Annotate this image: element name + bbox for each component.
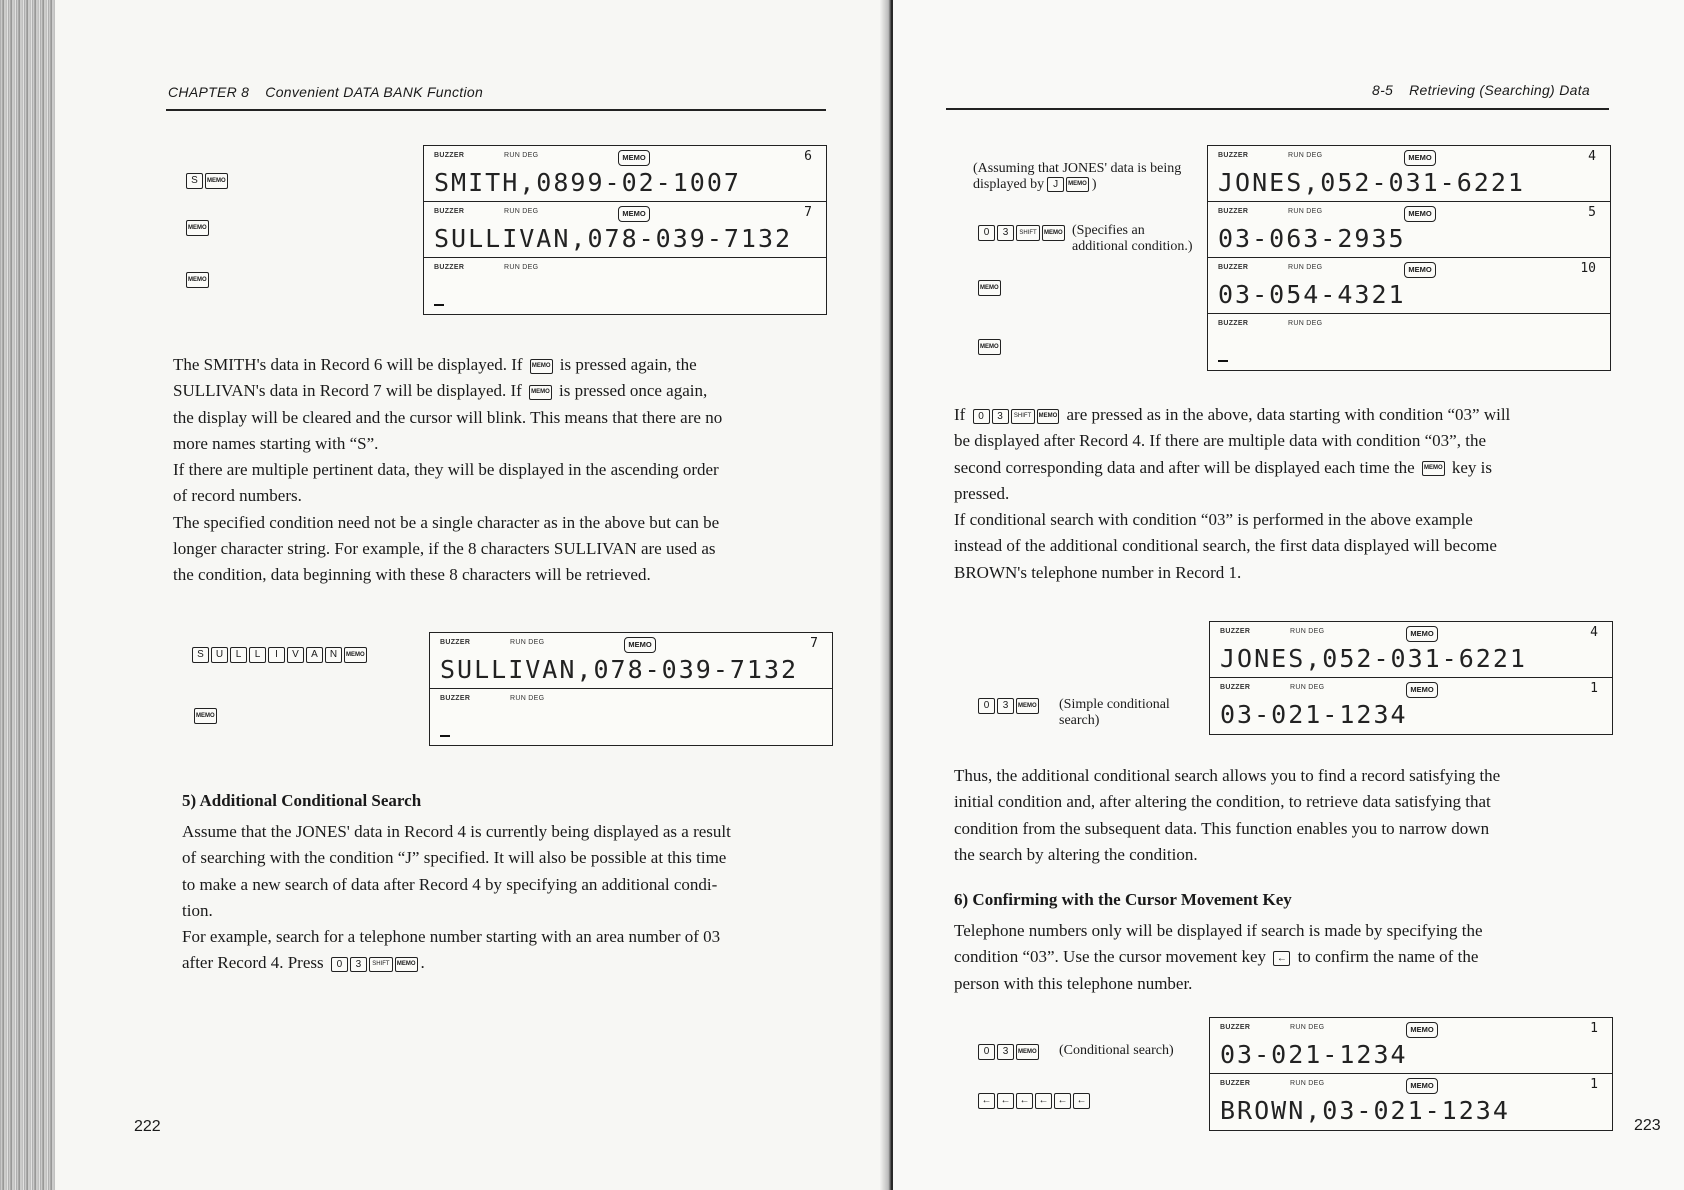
text-line: longer character string. For example, if the 8 characters SULLIVAN are used as — [173, 539, 716, 559]
fig2-display-stack — [429, 632, 833, 746]
record-number: 7 — [810, 636, 818, 651]
memo-indicator: MEMO — [1404, 150, 1436, 166]
key-memo: MEMO — [1016, 1044, 1039, 1060]
key-memo: MEMO — [1042, 225, 1065, 241]
note-text: (Assuming that JONES' data is being displayed by — [973, 161, 1182, 192]
buzzer-indicator: BUZZER — [1218, 152, 1249, 159]
buzzer-indicator: BUZZER — [434, 208, 465, 215]
run-deg-indicator: RUN DEG — [1288, 208, 1323, 215]
buzzer-indicator: BUZZER — [1218, 208, 1249, 215]
key-memo: MEMO — [530, 359, 553, 374]
display-text: 03-054-4321 — [1218, 280, 1406, 309]
section-header — [1372, 82, 1590, 98]
record-number: 1 — [1590, 1077, 1598, 1092]
key-0: 0 — [978, 225, 995, 241]
fig5-keys-row-2 — [978, 1093, 1090, 1109]
text-line: the search by altering the condition. — [954, 844, 1198, 864]
fig2-keys-row-2 — [194, 708, 217, 724]
buzzer-indicator: BUZZER — [1220, 1024, 1251, 1031]
buzzer-indicator: BUZZER — [434, 264, 465, 271]
text-line: of searching with the condition “J” specified. It will also be possible at this time — [182, 848, 727, 868]
fig3-keys-row-3 — [978, 339, 1001, 355]
run-deg-indicator: RUN DEG — [510, 639, 545, 646]
inline-key — [1422, 461, 1445, 476]
lcd-display — [1210, 622, 1612, 678]
run-deg-indicator: RUN DEG — [504, 208, 539, 215]
display-text: SULLIVAN,078-039-7132 — [434, 224, 793, 253]
inline-key — [1273, 951, 1290, 966]
blinking-cursor — [440, 735, 450, 737]
memo-indicator: MEMO — [618, 206, 650, 222]
text-line: be displayed after Record 4. If there are multiple data with condition “03”, the — [954, 431, 1486, 451]
key-l: L — [230, 647, 247, 663]
fig1-keys-row-3 — [186, 272, 209, 288]
buzzer-indicator: BUZZER — [1218, 320, 1249, 327]
text-line: the condition, data beginning with these 8 characters will be retrieved. — [173, 565, 651, 585]
lcd-display — [430, 633, 832, 689]
left-paragraph-1 — [173, 352, 830, 589]
memo-indicator: MEMO — [1406, 682, 1438, 698]
key-0: 0 — [978, 1044, 995, 1060]
key-memo: MEMO — [194, 708, 217, 724]
section-5-body — [182, 819, 839, 977]
text-line — [954, 455, 1609, 481]
lcd-display — [424, 146, 826, 202]
chapter-number: CHAPTER 8 — [168, 84, 250, 100]
chapter-header — [168, 84, 483, 100]
fig4-display-stack — [1209, 621, 1613, 735]
buzzer-indicator: BUZZER — [434, 152, 465, 159]
key-n: N — [325, 647, 342, 663]
inline-key — [530, 359, 553, 374]
section-5-heading: 5) Additional Conditional Search — [182, 791, 422, 810]
text-line: the display will be cleared and the cursor will blink. This means that there are no — [173, 407, 723, 427]
lcd-display — [1210, 678, 1612, 734]
text-span: If — [954, 405, 970, 424]
lcd-display — [1208, 146, 1610, 202]
fig5-keys-row-1 — [978, 1044, 1039, 1060]
key-3: 3 — [997, 225, 1014, 241]
text-line: to make a new search of data after Record 4 by specifying an additional condi- — [182, 874, 718, 894]
text-line: Thus, the additional conditional search allows you to find a record satisfying the — [954, 766, 1501, 785]
run-deg-indicator: RUN DEG — [1290, 684, 1325, 691]
lcd-display — [1208, 258, 1610, 314]
section-6-heading: 6) Confirming with the Cursor Movement Key — [954, 890, 1292, 909]
lcd-display — [424, 202, 826, 258]
buzzer-indicator: BUZZER — [440, 695, 471, 702]
text-line — [173, 378, 830, 404]
run-deg-indicator: RUN DEG — [1288, 264, 1323, 271]
inline-keys — [973, 409, 1060, 424]
text-span: The SMITH's data in Record 6 will be displayed. If — [173, 355, 527, 374]
record-number: 10 — [1580, 261, 1596, 276]
binding-edge — [0, 0, 55, 1190]
text-line: Telephone numbers only will be displayed if search is made by specifying the — [954, 921, 1483, 940]
key-memo: MEMO — [395, 957, 418, 972]
text-span: SULLIVAN's data in Record 7 will be displayed. If — [173, 381, 527, 401]
key-memo: MEMO — [1016, 698, 1039, 714]
display-text: SULLIVAN,078-039-7132 — [440, 655, 799, 684]
header-rule — [166, 109, 826, 111]
key-memo: MEMO — [205, 173, 228, 189]
run-deg-indicator: RUN DEG — [510, 695, 545, 702]
text-line — [954, 402, 1609, 428]
blinking-cursor — [1218, 360, 1228, 362]
fig1-keys-row-2 — [186, 220, 209, 236]
lcd-display — [430, 689, 832, 745]
text-span: . — [420, 953, 425, 973]
text-line: instead of the additional conditional search, the first data displayed will become — [954, 536, 1497, 556]
run-deg-indicator: RUN DEG — [1288, 152, 1323, 159]
record-number: 1 — [1590, 1021, 1598, 1036]
buzzer-indicator: BUZZER — [1218, 264, 1249, 271]
run-deg-indicator: RUN DEG — [504, 152, 539, 159]
note-text: ) — [1091, 177, 1097, 192]
record-number: 4 — [1588, 149, 1596, 164]
section-6-body — [954, 918, 1609, 997]
text-line: more names starting with “S”. — [173, 433, 379, 453]
page-number: 223 — [1634, 1117, 1661, 1134]
key-memo: MEMO — [529, 385, 552, 400]
cursor-left-key: ← — [1054, 1093, 1071, 1109]
text-line — [173, 352, 830, 378]
key-s: S — [192, 647, 209, 663]
text-span: are pressed as in the above, data starting with condition “03” will — [1062, 405, 1511, 424]
run-deg-indicator: RUN DEG — [1290, 1080, 1325, 1087]
right-page — [893, 0, 1684, 1190]
inline-key — [529, 385, 552, 400]
text-line: condition from the subsequent data. This function enables you to narrow down — [954, 818, 1490, 838]
page-number: 222 — [134, 1118, 161, 1135]
blinking-cursor — [434, 304, 444, 306]
right-paragraph-2 — [954, 763, 1609, 868]
run-deg-indicator: RUN DEG — [1288, 320, 1323, 327]
memo-indicator: MEMO — [624, 637, 656, 653]
memo-indicator: MEMO — [1406, 1078, 1438, 1094]
key-memo: MEMO — [1422, 461, 1445, 476]
buzzer-indicator: BUZZER — [1220, 628, 1251, 635]
text-span: second corresponding data and after will be displayed each time the — [954, 457, 1419, 477]
fig1-display-stack — [423, 145, 827, 315]
text-span: to confirm the name of the — [1293, 947, 1479, 967]
display-text: SMITH,0899-02-1007 — [434, 168, 741, 197]
text-line: Assume that the JONES' data in Record 4 is currently being displayed as a result — [182, 822, 731, 841]
fig2-keys-row-1 — [192, 647, 367, 663]
lcd-display — [1208, 314, 1610, 370]
cursor-left-key: ← — [1073, 1093, 1090, 1109]
cursor-left-key: ← — [1016, 1093, 1033, 1109]
right-paragraph-1 — [954, 402, 1609, 586]
text-line: For example, search for a telephone number starting with an area number of 03 — [182, 927, 721, 947]
text-line: tion. — [182, 900, 213, 920]
key-memo: MEMO — [344, 647, 367, 663]
text-line: person with this telephone number. — [954, 973, 1193, 993]
fig3-note-1 — [973, 161, 1183, 193]
key-0: 0 — [978, 698, 995, 714]
key-shift: SHIFT — [1011, 409, 1035, 424]
text-span: after Record 4. Press — [182, 953, 328, 973]
text-line: initial condition and, after altering the condition, to retrieve data satisfying that — [954, 792, 1491, 812]
text-span: key is — [1447, 457, 1493, 477]
fig3-display-stack — [1207, 145, 1611, 371]
key-3: 3 — [997, 1044, 1014, 1060]
text-line: If there are multiple pertinent data, they will be displayed in the ascending order — [173, 460, 719, 480]
display-text: BROWN,03-021-1234 — [1220, 1096, 1510, 1125]
fig1-keys-row-1 — [186, 173, 228, 189]
key-j: J — [1047, 177, 1064, 192]
text-line — [954, 944, 1609, 970]
text-span: is pressed once again, — [554, 381, 708, 401]
buzzer-indicator: BUZZER — [1220, 684, 1251, 691]
memo-indicator: MEMO — [1406, 626, 1438, 642]
cursor-left-key: ← — [997, 1093, 1014, 1109]
key-a: A — [306, 647, 323, 663]
header-rule — [946, 108, 1609, 110]
fig4-note: (Simple conditional search) — [1059, 697, 1170, 728]
display-text: 03-021-1234 — [1220, 700, 1408, 729]
key-l: L — [249, 647, 266, 663]
key-0: 0 — [973, 409, 990, 424]
lcd-display — [1210, 1074, 1612, 1130]
key-memo: MEMO — [1037, 409, 1060, 424]
fig4-keys — [978, 698, 1039, 714]
cursor-left-key: ← — [1273, 951, 1290, 966]
key-i: I — [268, 647, 285, 663]
key-memo: MEMO — [978, 339, 1001, 355]
fig3-keys-row-1 — [978, 225, 1065, 241]
key-memo: MEMO — [978, 280, 1001, 296]
chapter-title: Convenient DATA BANK Function — [265, 84, 484, 100]
text-line — [182, 950, 839, 976]
key-memo: MEMO — [1066, 177, 1089, 192]
key-0: 0 — [331, 957, 348, 972]
section-title: Retrieving (Searching) Data — [1409, 82, 1590, 98]
buzzer-indicator: BUZZER — [440, 639, 471, 646]
display-text: JONES,052-031-6221 — [1218, 168, 1525, 197]
key-v: V — [287, 647, 304, 663]
key-shift: SHIFT — [1016, 225, 1040, 241]
fig5-note: (Conditional search) — [1059, 1043, 1174, 1058]
key-memo: MEMO — [186, 272, 209, 288]
key-memo: MEMO — [186, 220, 209, 236]
memo-indicator: MEMO — [1404, 262, 1436, 278]
record-number: 5 — [1588, 205, 1596, 220]
cursor-left-key: ← — [978, 1093, 995, 1109]
text-line: The specified condition need not be a single character as in the above but can be — [173, 512, 720, 532]
lcd-display — [1210, 1018, 1612, 1074]
cursor-left-key: ← — [1035, 1093, 1052, 1109]
run-deg-indicator: RUN DEG — [1290, 1024, 1325, 1031]
run-deg-indicator: RUN DEG — [1290, 628, 1325, 635]
inline-keys — [1047, 177, 1089, 192]
fig3-keys-row-2 — [978, 280, 1001, 296]
lcd-display — [424, 258, 826, 314]
display-text: 03-063-2935 — [1218, 224, 1406, 253]
key-u: U — [211, 647, 228, 663]
key-shift: SHIFT — [369, 957, 393, 972]
section-number: 8-5 — [1372, 82, 1394, 98]
record-number: 1 — [1590, 681, 1598, 696]
inline-keys — [331, 957, 418, 972]
record-number: 6 — [804, 149, 812, 164]
memo-indicator: MEMO — [1404, 206, 1436, 222]
key-3: 3 — [992, 409, 1009, 424]
record-number: 4 — [1590, 625, 1598, 640]
text-span: condition “03”. Use the cursor movement key — [954, 947, 1271, 967]
lcd-display — [1208, 202, 1610, 258]
text-line: If conditional search with condition “03” is performed in the above example — [954, 510, 1473, 530]
text-line: BROWN's telephone number in Record 1. — [954, 562, 1242, 582]
text-line: of record numbers. — [173, 486, 302, 506]
key-s: S — [186, 173, 203, 189]
run-deg-indicator: RUN DEG — [504, 264, 539, 271]
record-number: 7 — [804, 205, 812, 220]
key-3: 3 — [350, 957, 367, 972]
memo-indicator: MEMO — [1406, 1022, 1438, 1038]
memo-indicator: MEMO — [618, 150, 650, 166]
display-text: 03-021-1234 — [1220, 1040, 1408, 1069]
display-text: JONES,052-031-6221 — [1220, 644, 1527, 673]
text-line: pressed. — [954, 483, 1010, 503]
text-span: is pressed again, the — [555, 355, 697, 374]
fig3-note-2: (Specifies an additional condition.) — [1072, 223, 1193, 254]
key-3: 3 — [997, 698, 1014, 714]
buzzer-indicator: BUZZER — [1220, 1080, 1251, 1087]
fig5-display-stack — [1209, 1017, 1613, 1131]
